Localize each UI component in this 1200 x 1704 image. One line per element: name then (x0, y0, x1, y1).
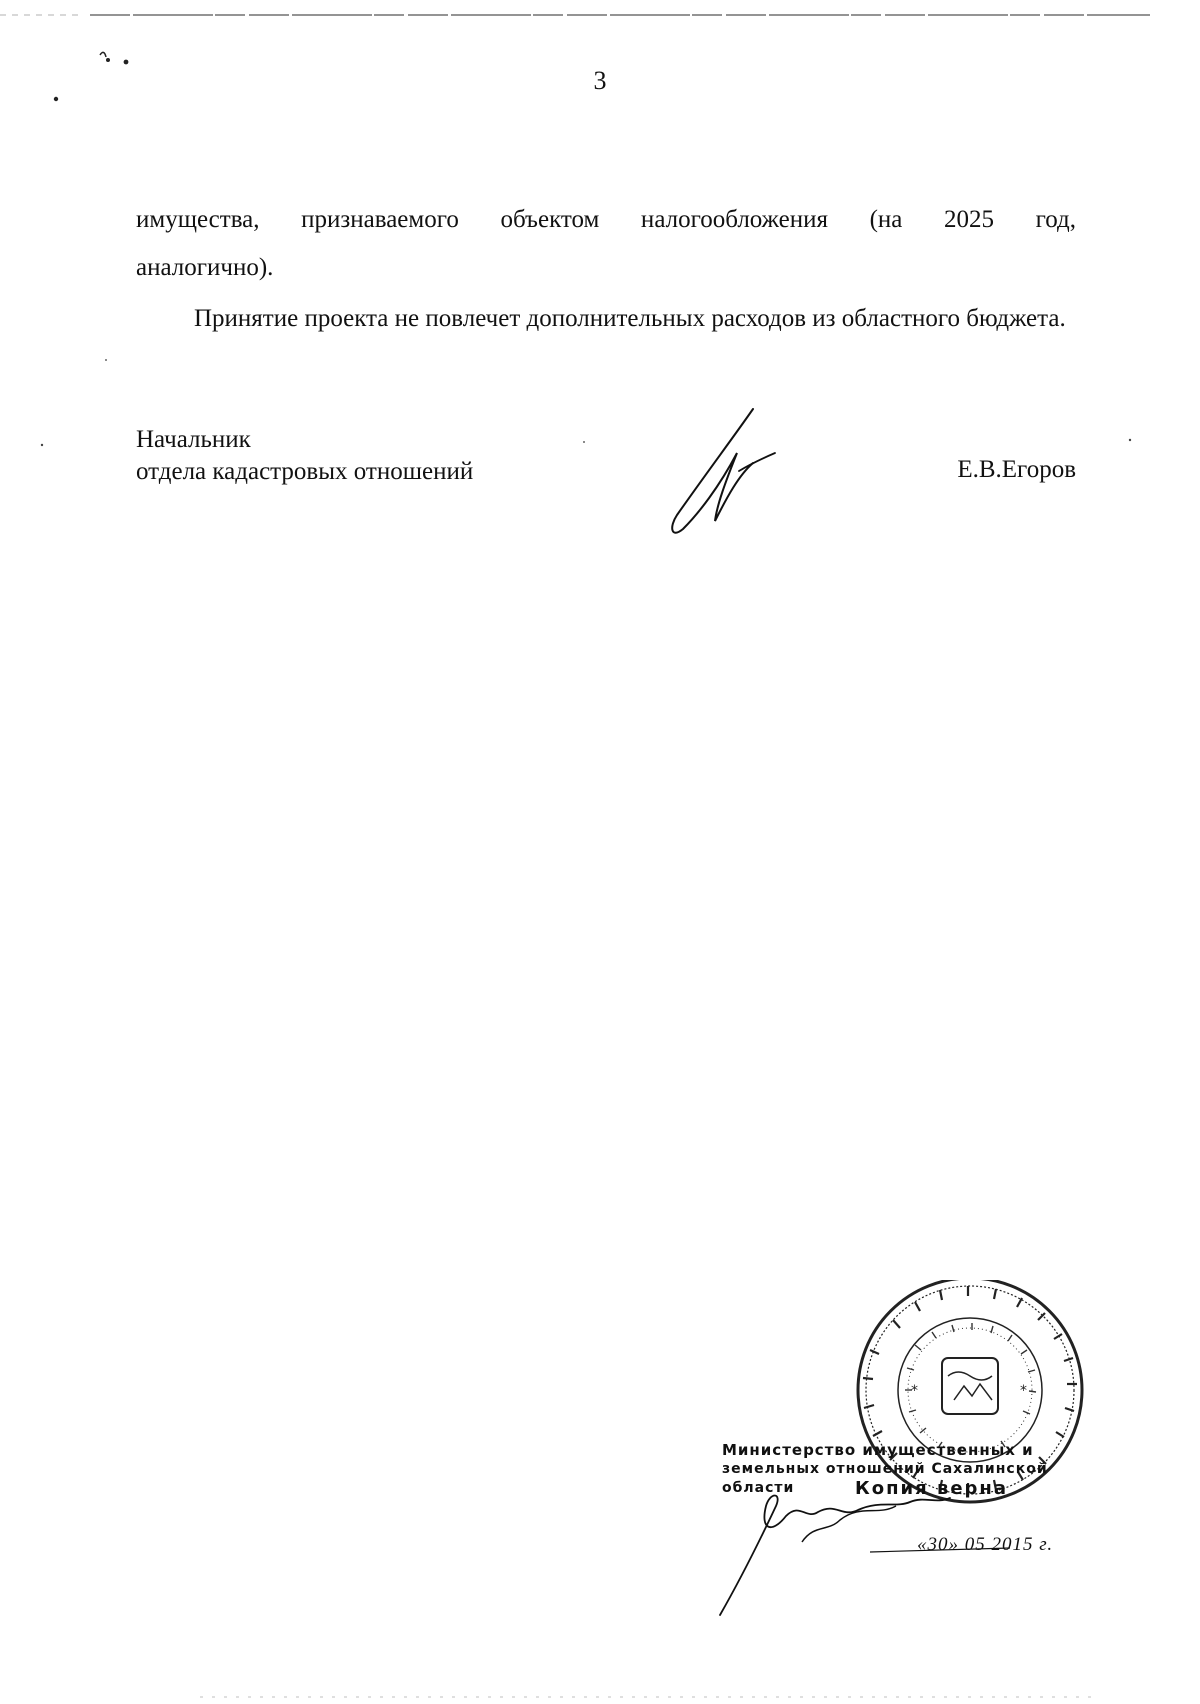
stamp-line-ministry: Министерство имущественных и (722, 1441, 1034, 1459)
copy-certified-mark: Копия верна (855, 1478, 1009, 1499)
handwritten-signature (665, 405, 805, 555)
signatory-position (136, 424, 473, 488)
svg-text:*: * (1020, 1383, 1027, 1399)
stamp-line-region: области (722, 1480, 795, 1496)
stamp-line-department: земельных отношений Сахалинской (722, 1461, 1048, 1477)
svg-text:*: * (911, 1383, 918, 1399)
paragraph-continuation (136, 196, 1076, 292)
page-number: 3 (593, 66, 607, 95)
certification-date: «30» 05 2015 г. (917, 1534, 1054, 1555)
paragraph-line: имущества, признаваемого объектом налогообложения (на 2025 год, (136, 206, 1076, 233)
certification-stamp (710, 1280, 1140, 1620)
department-name: отдела кадастровых отношений (136, 458, 474, 485)
position-title: Начальник (136, 426, 251, 453)
signatory-name: Е.В.Егоров (957, 456, 1076, 483)
paragraph-line: аналогично). (136, 254, 274, 281)
paragraph-budget-note: Принятие проекта не повлечет дополнительных расходов из областного бюджета. (194, 305, 1066, 332)
